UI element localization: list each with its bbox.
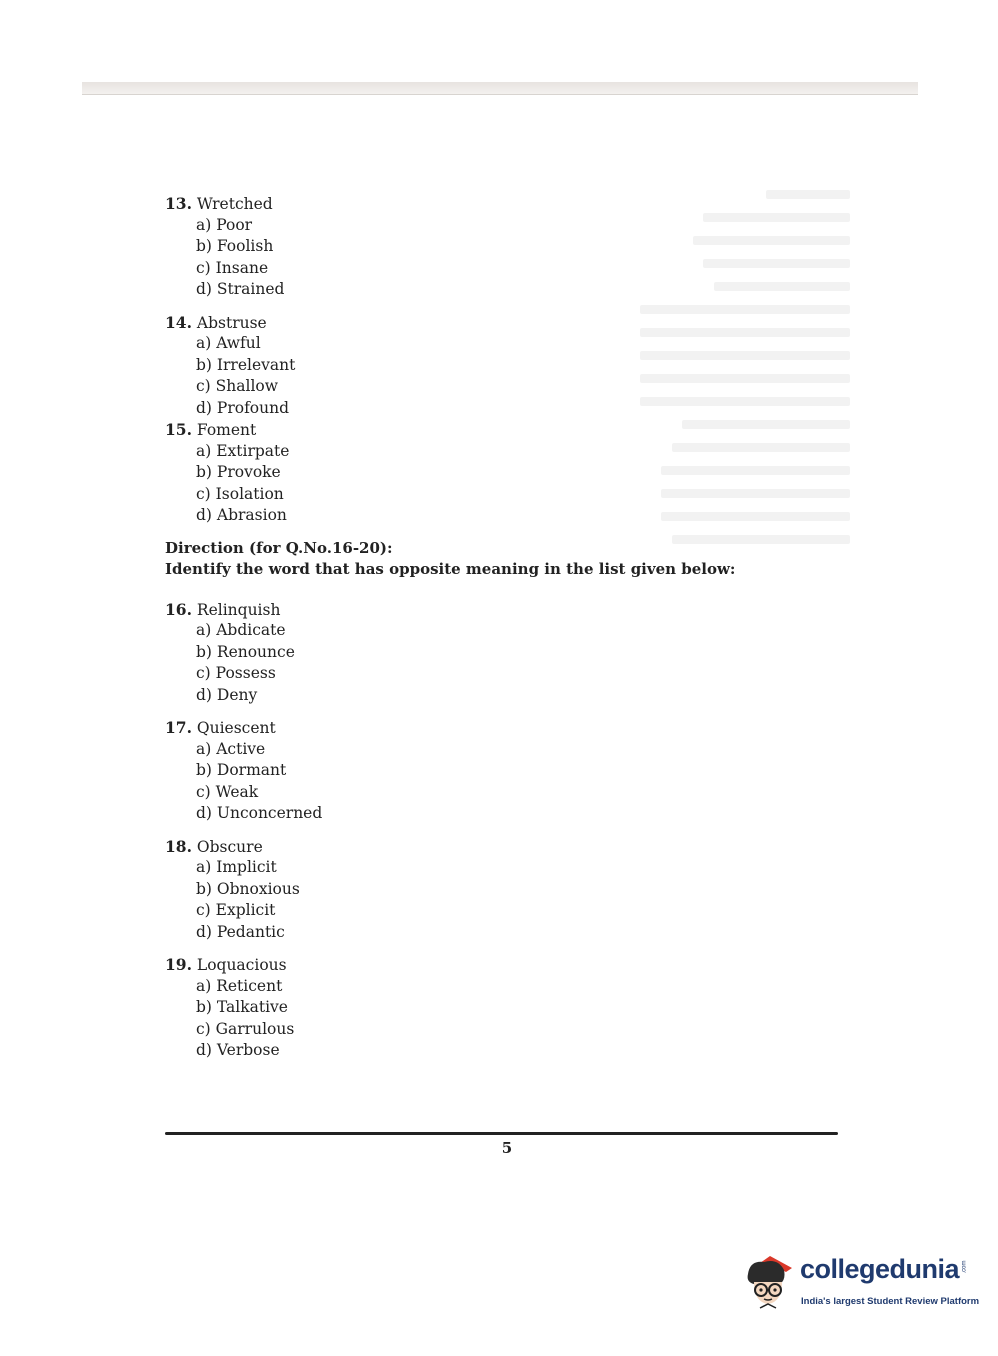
option-c: c) Explicit (196, 901, 276, 919)
question-word: Foment (196, 421, 257, 439)
question-stem (165, 836, 765, 858)
option-c: c) Possess (196, 664, 276, 682)
option-d: d) Deny (196, 685, 258, 704)
option-a: a) Poor (196, 215, 253, 234)
option-a: a) Implicit (196, 858, 277, 876)
question-word: Obscure (196, 837, 263, 856)
direction-heading: Direction (for Q.No.16-20): (165, 538, 393, 557)
question-16 (165, 599, 765, 707)
page-number: 5 (501, 1139, 513, 1157)
option-b: b) Provoke (196, 463, 281, 481)
option-b: b) Irrelevant (196, 355, 296, 374)
option-b: b) Obnoxious (196, 879, 300, 898)
mascot-logo-icon (740, 1250, 796, 1312)
question-word: Wretched (196, 195, 273, 213)
question-word: Quiescent (196, 719, 276, 737)
option-c: c) Isolation (196, 484, 284, 503)
question-stem (165, 954, 765, 976)
collegedunia-watermark (740, 1250, 980, 1320)
question-15 (165, 419, 765, 527)
question-number: 18. (165, 836, 192, 856)
question-stem (165, 312, 765, 334)
question-number: 13. (165, 194, 192, 213)
question-14 (165, 312, 765, 420)
question-word: Loquacious (196, 956, 287, 974)
option-b: b) Talkative (196, 998, 288, 1016)
option-c: c) Garrulous (196, 1019, 295, 1038)
option-d: d) Abrasion (196, 506, 287, 524)
question-number: 14. (165, 312, 192, 332)
brand-name: collegedunia (800, 1254, 960, 1284)
direction-block (165, 538, 765, 580)
option-d: d) Profound (196, 398, 290, 417)
question-stem (165, 419, 765, 441)
option-a: a) Extirpate (196, 441, 290, 460)
option-d: d) Pedantic (196, 922, 285, 941)
option-b: b) Foolish (196, 237, 274, 255)
question-word: Abstruse (196, 313, 267, 332)
question-number: 19. (165, 955, 192, 974)
direction-instruction: Identify the word that has opposite meaning in the list given below: (165, 559, 736, 578)
brand-suffix: .com (961, 1260, 968, 1274)
option-b: b) Renounce (196, 642, 295, 661)
footer-rule (165, 1132, 838, 1135)
option-d: d) Strained (196, 280, 285, 298)
question-13 (165, 193, 765, 301)
question-stem (165, 599, 765, 621)
question-number: 17. (165, 718, 192, 737)
question-19 (165, 954, 765, 1062)
option-a: a) Active (196, 739, 266, 758)
option-c: c) Weak (196, 782, 259, 801)
option-d: d) Unconcerned (196, 804, 323, 822)
question-word: Relinquish (196, 600, 281, 619)
question-17 (165, 717, 765, 825)
option-a: a) Abdicate (196, 621, 286, 639)
option-c: c) Insane (196, 258, 269, 277)
brand-tagline: India's largest Student Review Platform (801, 1296, 980, 1307)
option-a: a) Reticent (196, 976, 283, 995)
option-d: d) Verbose (196, 1041, 280, 1059)
option-a: a) Awful (196, 334, 261, 352)
question-18 (165, 836, 765, 944)
option-b: b) Dormant (196, 761, 287, 779)
question-number: 15. (165, 420, 192, 439)
page-top-edge (82, 82, 918, 95)
option-c: c) Shallow (196, 377, 279, 395)
question-list (165, 193, 765, 1073)
question-number: 16. (165, 599, 192, 619)
question-stem (165, 193, 765, 215)
question-stem (165, 717, 765, 739)
